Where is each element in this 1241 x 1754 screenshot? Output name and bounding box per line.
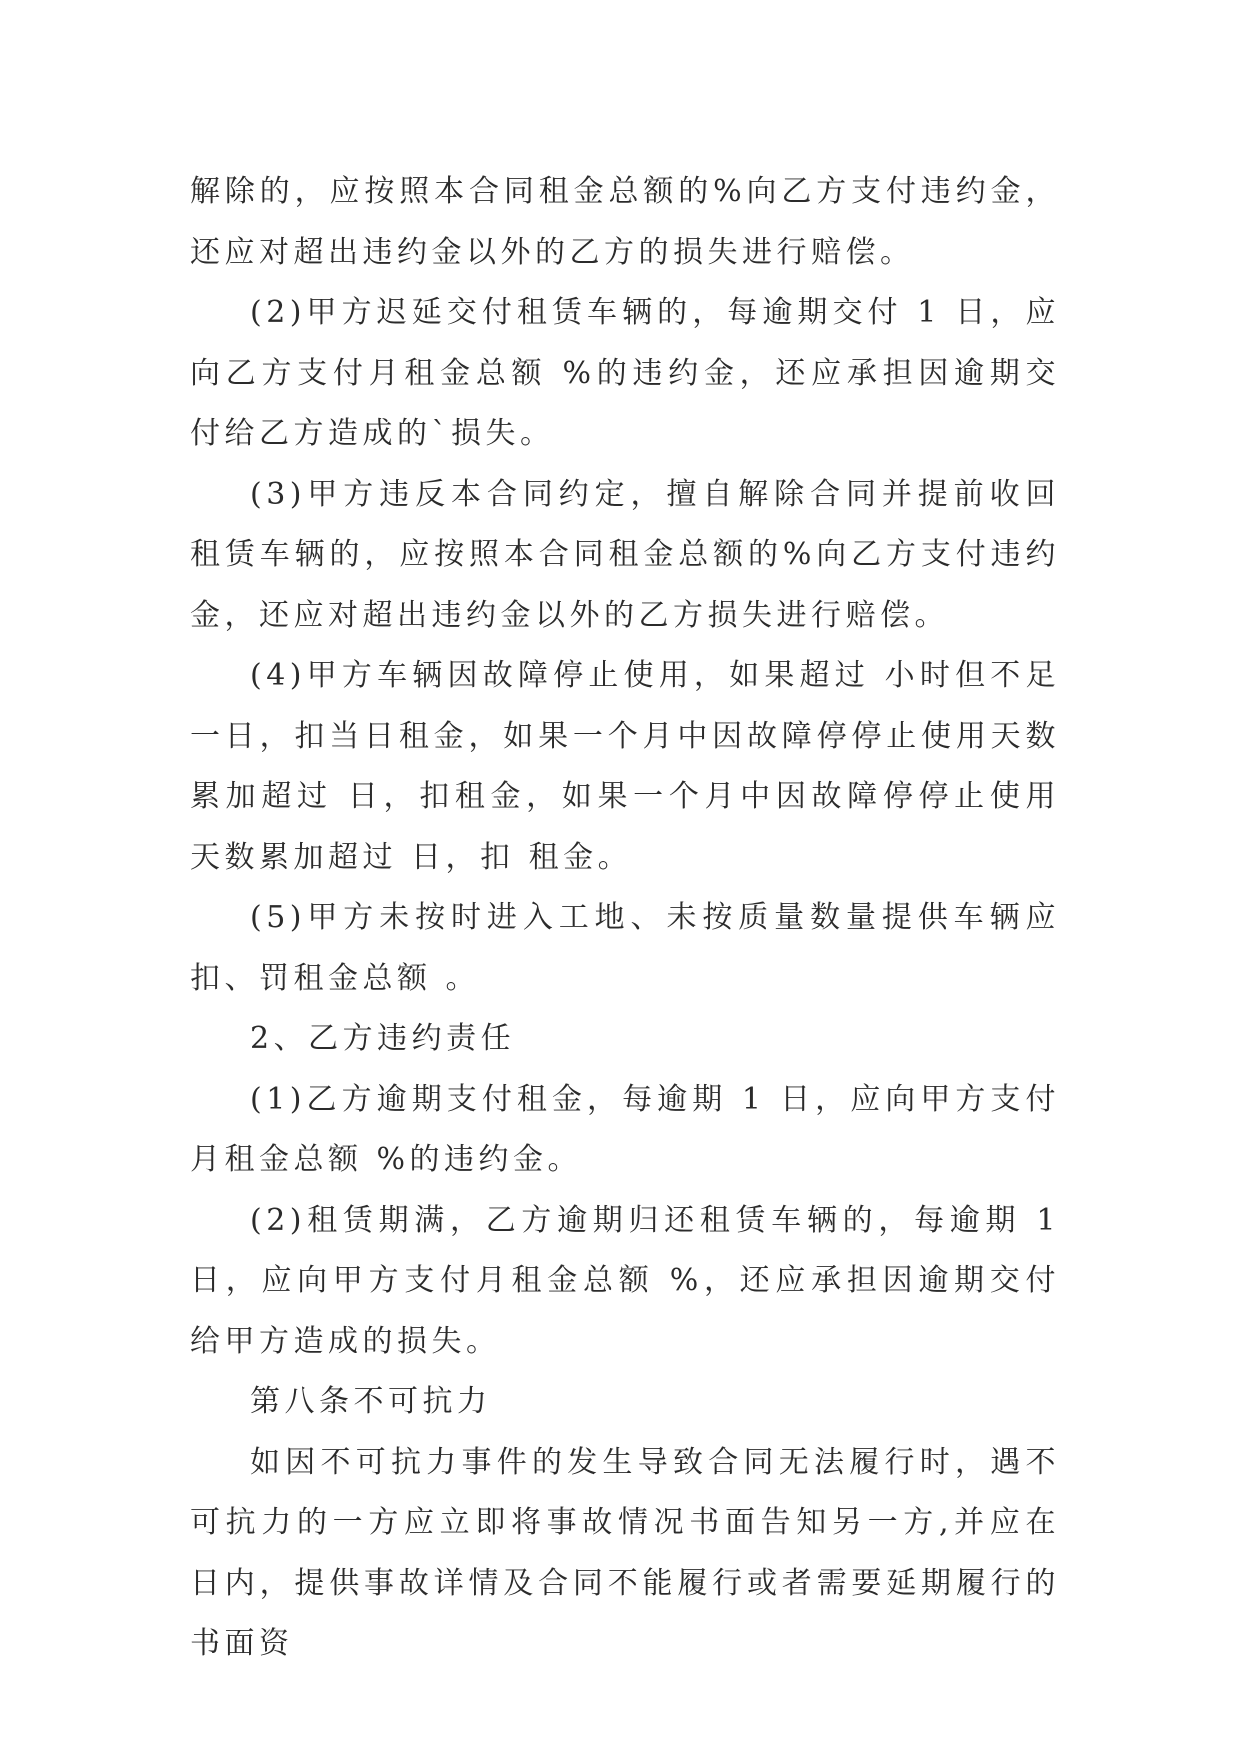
- paragraph: (5)甲方未按时进入工地、未按质量数量提供车辆应扣、罚租金总额 。: [190, 900, 1060, 996]
- document-body: [190, 162, 1060, 1675]
- paragraph: (4)甲方车辆因故障停止使用，如果超过 小时但不足一日，扣当日租金，如果一个月中因故障停停止使用天数累加超过 日，扣租金，如果一个月中因故障停停止使用天数累加超过 日，扣 租金。: [190, 658, 1060, 875]
- paragraph: (2)租赁期满，乙方逾期归还租赁车辆的，每逾期 1 日，应向甲方支付月租金总额 %，还应承担因逾期交付给甲方造成的损失。: [190, 1202, 1060, 1359]
- paragraph: 如因不可抗力事件的发生导致合同无法履行时，遇不可抗力的一方应立即将事故情况书面告知另一方,并应在日内，提供事故详情及合同不能履行或者需要延期履行的书面资: [190, 1444, 1060, 1661]
- paragraph: (2)甲方迟延交付租赁车辆的，每逾期交付 1 日，应向乙方支付月租金总额 %的违约金，还应承担因逾期交付给乙方造成的`损失。: [190, 295, 1060, 451]
- section-heading: 2、乙方违约责任: [250, 1021, 516, 1056]
- paragraph: (1)乙方逾期支付租金，每逾期 1 日，应向甲方支付月租金总额 %的违约金。: [190, 1081, 1060, 1177]
- paragraph: (3)甲方违反本合同约定，擅自解除合同并提前收回租赁车辆的，应按照本合同租金总额的%向乙方支付违约金，还应对超出违约金以外的乙方损失进行赔偿。: [190, 476, 1060, 633]
- paragraph: 解除的，应按照本合同租金总额的%向乙方支付违约金，还应对超出违约金以外的乙方的损失进行赔偿。: [190, 174, 1060, 270]
- article-heading: 第八条不可抗力: [250, 1384, 492, 1419]
